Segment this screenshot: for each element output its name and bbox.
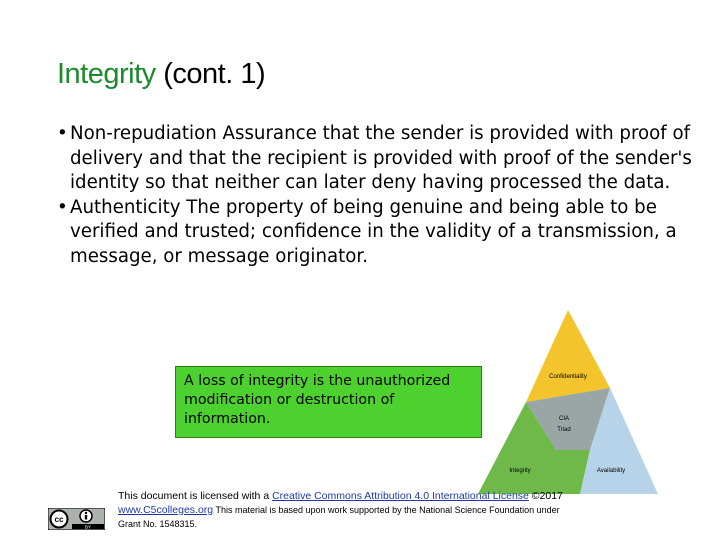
integrity-callout-box: A loss of integrity is the unauthorized modification or destruction of information. [175,366,482,438]
bullet-symbol: • [57,123,68,144]
confidentiality-label: Confidentiality [549,374,587,380]
license-footer [118,489,698,531]
c5colleges-link[interactable]: www.C5colleges.org [118,504,214,516]
bullet-text: Non-repudiation Assurance that the sender is provided with proof of delivery and that the recipient is provided with proof of the sender's identity so that neither can later deny having processed the data. [70,123,692,193]
bullet-list [57,122,697,269]
title-accent: Integrity [57,58,156,90]
bullet-text: Authenticity The property of being genuine and being able to be verified and trusted; confidence in the validity of a transmission, a message, or message originator. [70,196,677,267]
bullet-item-non-repudiation [57,122,697,196]
cia-label: CIA [558,416,570,422]
confidentiality-segment [526,310,610,402]
creative-commons-badge-icon [48,508,105,530]
footer-line-2: www.C5colleges.org This material is based upon work supported by the National Science Foundation under [118,504,560,516]
triad-label: Triad [557,427,571,433]
footer-line-3: Grant No. 1548315. [118,519,198,529]
availability-label: Availability [596,468,626,474]
bullet-item-authenticity [57,196,697,270]
cia-triad-diagram [478,310,658,494]
title-rest: (cont. 1) [155,58,266,90]
slide-title [57,58,265,91]
svg-text:cc: cc [54,515,64,524]
bullet-symbol: • [57,196,68,218]
integrity-label: Integrity [509,468,531,474]
license-link[interactable]: Creative Commons Attribution 4.0 International License [272,490,529,502]
footer-line-1: This document is licensed with a Creative Commons Attribution 4.0 International License ©2017 [118,490,563,502]
badge-by-label: BY [84,524,92,530]
